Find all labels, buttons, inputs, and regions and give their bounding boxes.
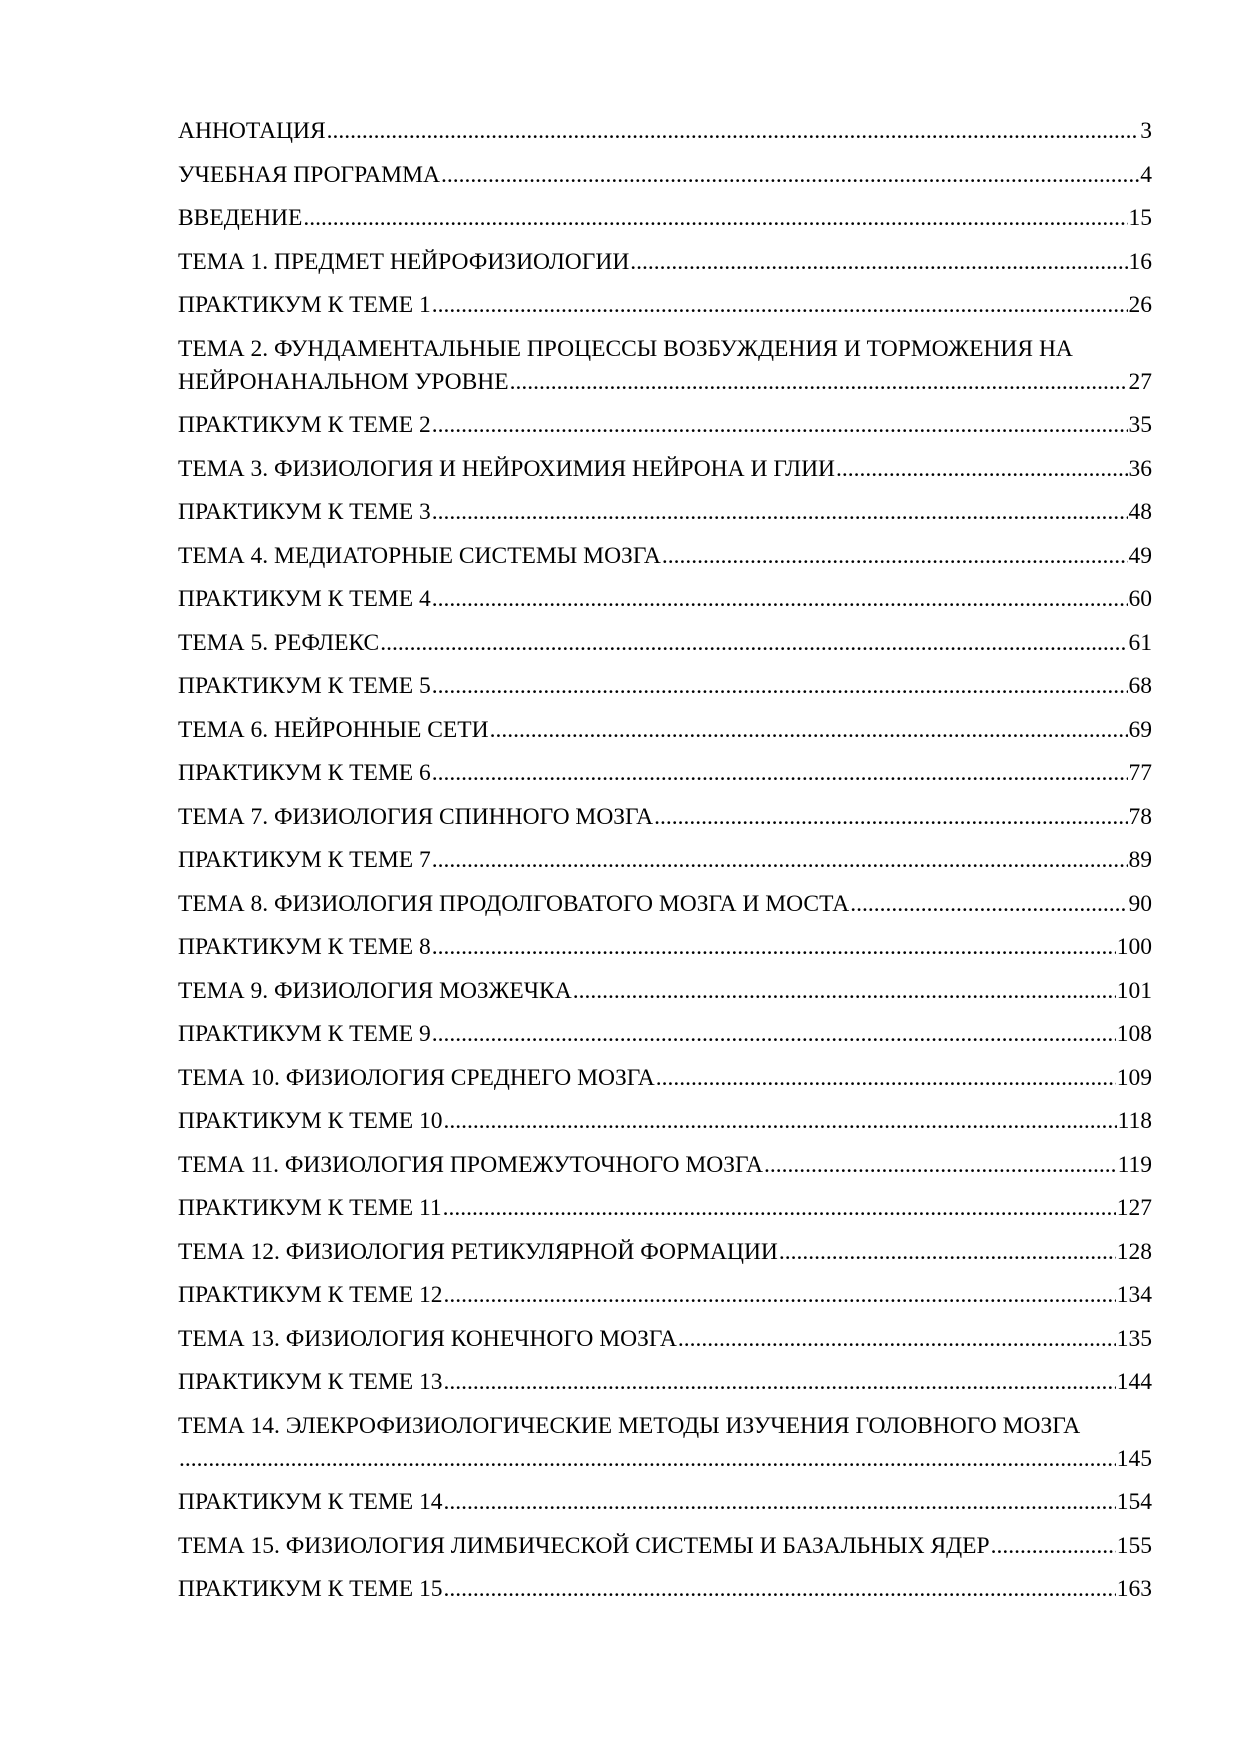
toc-entry-title-line1: ТЕМА 2. ФУНДАМЕНТАЛЬНЫЕ ПРОЦЕССЫ ВОЗБУЖДЕНИЯ И ТОРМОЖЕНИЯ НА [178,335,1073,362]
toc-entry-page: 68 [1128,673,1152,699]
toc-leader-dots [327,115,1140,148]
toc-entry-title: ТЕМА 10. ФИЗИОЛОГИЯ СРЕДНЕГО МОЗГА [178,1064,655,1091]
toc-leader-dots [432,409,1128,442]
toc-entry-title-line1: ТЕМА 14. ЭЛЕКРОФИЗИОЛОГИЧЕСКИЕ МЕТОДЫ ИЗУЧЕНИЯ ГОЛОВНОГО МОЗГА [178,1412,1081,1439]
toc-leader-dots [678,1323,1116,1356]
toc-entry-page: 154 [1116,1489,1152,1515]
toc-entry-page: 48 [1128,499,1152,525]
toc-leader-dots [573,975,1116,1008]
toc-entry[interactable] [178,540,1152,573]
toc-leader-dots [630,246,1127,279]
toc-leader-dots [432,1018,1116,1051]
toc-entry-page: 134 [1116,1282,1152,1308]
toc-entry-page: 26 [1128,292,1152,318]
toc-leader-dots [432,844,1128,877]
toc-entry[interactable] [178,714,1152,747]
toc-entry-title: ПРАКТИКУМ К ТЕМЕ 1 [178,292,431,318]
toc-entry-title: ПРАКТИКУМ К ТЕМЕ 7 [178,847,431,873]
toc-leader-dots [432,289,1128,322]
toc-entry-title: ТЕМА 4. МЕДИАТОРНЫЕ СИСТЕМЫ МОЗГА [178,542,661,569]
toc-entry-title: ТЕМА 11. ФИЗИОЛОГИЯ ПРОМЕЖУТОЧНОГО МОЗГА [178,1151,763,1178]
toc-entry-page: 145 [1116,1445,1152,1472]
toc-entry-page: 144 [1116,1369,1152,1395]
toc-leader-dots [662,540,1128,573]
toc-leader-dots [432,496,1128,529]
toc-entry-title: ТЕМА 15. ФИЗИОЛОГИЯ ЛИМБИЧЕСКОЙ СИСТЕМЫ И БАЗАЛЬНЫХ ЯДЕР [178,1532,990,1559]
toc-entry-page: 155 [1116,1532,1152,1559]
toc-entry-title: ПРАКТИКУМ К ТЕМЕ 6 [178,760,431,786]
toc-entry[interactable] [178,888,1152,921]
toc-entry-page: 16 [1128,248,1152,275]
toc-entry-page: 35 [1128,412,1152,438]
toc-entry-page: 163 [1116,1576,1152,1602]
toc-entry-title: ТЕМА 9. ФИЗИОЛОГИЯ МОЗЖЕЧКА [178,977,572,1004]
toc-entry-page: 49 [1128,542,1152,569]
toc-entry-page: 128 [1116,1238,1152,1265]
toc-entry-page: 118 [1117,1108,1152,1134]
toc-entry-page: 135 [1116,1325,1152,1352]
toc-entry-title-line2: НЕЙРОНАНАЛЬНОМ УРОВНЕ [178,368,509,395]
toc-leader-dots [441,159,1139,192]
toc-entry-page: 61 [1128,629,1152,656]
toc-entry[interactable] [178,1149,1152,1182]
toc-leader-dots [510,366,1128,399]
toc-entry-title: ТЕМА 5. РЕФЛЕКС [178,629,380,656]
toc-entry-page: 89 [1128,847,1152,873]
toc-entry-page: 15 [1128,205,1152,231]
toc-entry[interactable] [178,1279,1152,1312]
toc-entry-title: ТЕМА 6. НЕЙРОННЫЕ СЕТИ [178,716,489,743]
toc-leader-dots [432,931,1116,964]
toc-entry-title: ТЕМА 7. ФИЗИОЛОГИЯ СПИННОГО МОЗГА [178,803,654,830]
toc-leader-dots [490,714,1128,747]
toc-entry-title: ПРАКТИКУМ К ТЕМЕ 12 [178,1282,443,1308]
toc-entry[interactable] [178,1236,1152,1269]
toc-entry-title: ТЕМА 3. ФИЗИОЛОГИЯ И НЕЙРОХИМИЯ НЕЙРОНА И ГЛИИ [178,455,836,482]
toc-entry-page: 60 [1128,586,1152,612]
toc-entry[interactable] [178,757,1152,790]
toc-entry[interactable] [178,159,1152,192]
toc-leader-dots [303,202,1127,235]
toc-entry[interactable] [178,844,1152,877]
toc-entry-page: 4 [1140,161,1152,188]
toc-leader-dots [656,1062,1116,1095]
toc-entry-title: ТЕМА 8. ФИЗИОЛОГИЯ ПРОДОЛГОВАТОГО МОЗГА И МОСТА [178,890,850,917]
toc-entry[interactable] [178,289,1152,322]
toc-leader-dots [444,1486,1116,1519]
toc-entry[interactable] [178,583,1152,616]
table-of-contents [178,115,1152,1617]
toc-entry[interactable] [178,801,1152,834]
toc-entry[interactable] [178,453,1152,486]
toc-leader-dots [836,453,1127,486]
toc-entry[interactable] [178,1486,1152,1519]
toc-entry[interactable] [178,975,1152,1008]
toc-entry[interactable] [178,333,1152,399]
toc-leader-dots [779,1236,1116,1269]
toc-entry[interactable] [178,202,1152,235]
toc-leader-dots [850,888,1127,921]
toc-entry[interactable] [178,1573,1152,1606]
toc-leader-dots [764,1149,1117,1182]
toc-leader-dots [432,757,1128,790]
toc-leader-dots [380,627,1127,660]
toc-leader-dots [444,1279,1116,1312]
toc-entry[interactable] [178,1105,1152,1138]
toc-entry-page: 77 [1128,760,1152,786]
toc-entry-title: ПРАКТИКУМ К ТЕМЕ 11 [178,1195,442,1221]
toc-entry[interactable] [178,627,1152,660]
toc-entry-page: 78 [1128,803,1152,830]
toc-leader-dots [444,1366,1116,1399]
toc-entry[interactable] [178,931,1152,964]
toc-entry-page: 90 [1128,890,1152,917]
toc-entry-title: ПРАКТИКУМ К ТЕМЕ 2 [178,412,431,438]
toc-leader-dots [443,1192,1116,1225]
toc-leader-dots [444,1573,1116,1606]
toc-entry[interactable] [178,409,1152,442]
toc-entry[interactable] [178,1410,1152,1476]
toc-entry-title: ПРАКТИКУМ К ТЕМЕ 14 [178,1489,443,1515]
toc-entry[interactable] [178,1366,1152,1399]
toc-entry[interactable] [178,1018,1152,1051]
toc-leader-dots [654,801,1127,834]
toc-leader-dots [179,1443,1116,1476]
toc-entry-title: ПРАКТИКУМ К ТЕМЕ 15 [178,1576,443,1602]
toc-entry-page: 127 [1116,1195,1152,1221]
toc-entry-page: 27 [1128,368,1152,395]
toc-entry-title: ТЕМА 13. ФИЗИОЛОГИЯ КОНЕЧНОГО МОЗГА [178,1325,677,1352]
toc-entry[interactable] [178,246,1152,279]
toc-entry-page: 101 [1116,977,1152,1004]
toc-leader-dots [991,1530,1116,1563]
toc-entry[interactable] [178,1323,1152,1356]
toc-entry-title: ПРАКТИКУМ К ТЕМЕ 5 [178,673,431,699]
toc-entry[interactable] [178,670,1152,703]
toc-entry-title: ВВЕДЕНИЕ [178,205,303,231]
toc-entry-title: ТЕМА 1. ПРЕДМЕТ НЕЙРОФИЗИОЛОГИИ [178,248,630,275]
toc-entry-title: ПРАКТИКУМ К ТЕМЕ 10 [178,1108,443,1134]
toc-entry-page: 36 [1128,455,1152,482]
toc-entry-page: 100 [1116,934,1152,960]
toc-leader-dots [432,583,1128,616]
toc-entry-page: 109 [1116,1064,1152,1091]
toc-entry-page: 119 [1117,1151,1152,1178]
toc-entry[interactable] [178,1062,1152,1095]
toc-entry-page: 108 [1116,1021,1152,1047]
toc-entry[interactable] [178,1530,1152,1563]
toc-entry-title: ПРАКТИКУМ К ТЕМЕ 3 [178,499,431,525]
toc-entry[interactable] [178,115,1152,148]
toc-entry-page: 3 [1140,118,1152,144]
toc-entry[interactable] [178,496,1152,529]
toc-entry-title: АННОТАЦИЯ [178,118,326,144]
toc-entry-title: ПРАКТИКУМ К ТЕМЕ 13 [178,1369,443,1395]
toc-entry-title: ПРАКТИКУМ К ТЕМЕ 9 [178,1021,431,1047]
toc-entry-title: УЧЕБНАЯ ПРОГРАММА [178,161,440,188]
toc-leader-dots [444,1105,1117,1138]
toc-entry-title: ПРАКТИКУМ К ТЕМЕ 8 [178,934,431,960]
toc-entry[interactable] [178,1192,1152,1225]
toc-entry-page: 69 [1128,716,1152,743]
toc-entry-title: ТЕМА 12. ФИЗИОЛОГИЯ РЕТИКУЛЯРНОЙ ФОРМАЦИИ [178,1238,778,1265]
toc-leader-dots [432,670,1128,703]
toc-entry-title: ПРАКТИКУМ К ТЕМЕ 4 [178,586,431,612]
